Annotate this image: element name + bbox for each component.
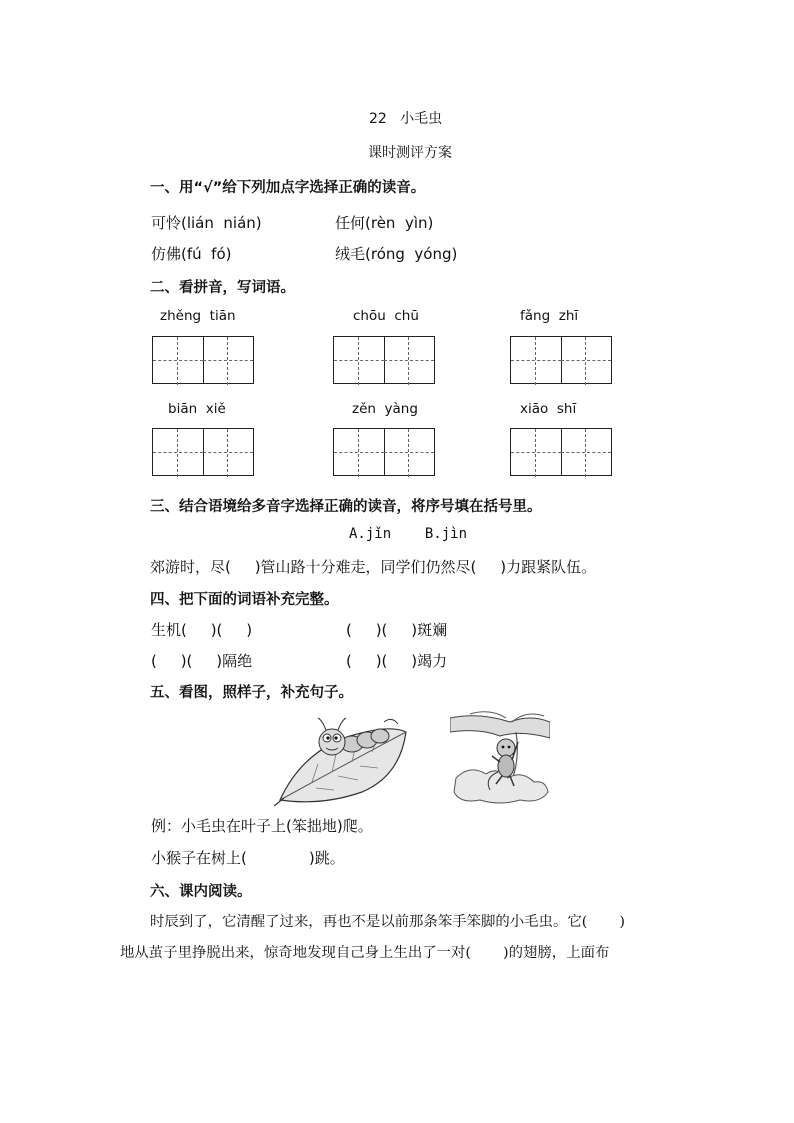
section-1-item: 仿佛(fú fó) bbox=[151, 245, 232, 263]
writing-grid[interactable] bbox=[510, 428, 612, 476]
pinyin-label: xiāo shī bbox=[520, 401, 577, 417]
section-6-heading: 六、课内阅读。 bbox=[150, 884, 252, 900]
section-1-item: 任何(rèn yìn) bbox=[335, 214, 434, 232]
example-sentence: 例：小毛虫在叶子上(笨拙地)爬。 bbox=[151, 817, 373, 835]
section-4-item: ( )( )竭力 bbox=[346, 652, 448, 670]
lesson-title: 22 小毛虫 bbox=[369, 111, 443, 127]
writing-grid[interactable] bbox=[152, 336, 254, 384]
pinyin-label: fǎng zhī bbox=[520, 308, 579, 324]
writing-grid[interactable] bbox=[333, 428, 435, 476]
section-3-heading: 三、结合语境给多音字选择正确的读音，将序号填在括号里。 bbox=[150, 499, 542, 515]
section-1-item: 可怜(lián nián) bbox=[151, 214, 262, 232]
section-2-heading: 二、看拼音，写词语。 bbox=[150, 280, 295, 296]
reading-passage-line: 时辰到了，它清醒了过来，再也不是以前那条笨手笨脚的小毛虫。它( ) bbox=[150, 914, 625, 930]
section-3-sentence: 郊游时，尽( )管山路十分难走，同学们仍然尽( )力跟紧队伍。 bbox=[150, 558, 597, 576]
pinyin-label: zěn yàng bbox=[352, 401, 418, 417]
page-subtitle: 课时测评方案 bbox=[368, 145, 452, 161]
section-4-item: ( )( )隔绝 bbox=[151, 652, 253, 670]
reading-passage-line: 地从茧子里挣脱出来，惊奇地发现自己身上生出了一对( )的翅膀，上面布 bbox=[120, 945, 610, 961]
section-1-item: 绒毛(róng yóng) bbox=[335, 245, 458, 263]
writing-grid[interactable] bbox=[333, 336, 435, 384]
section-1-heading: 一、用“√”给下列加点字选择正确的读音。 bbox=[150, 180, 426, 196]
monkey-tree-illustration bbox=[450, 708, 550, 806]
writing-grid[interactable] bbox=[510, 336, 612, 384]
section-4-item: 生机( )( ) bbox=[151, 621, 253, 639]
fill-in-sentence: 小猴子在树上( )跳。 bbox=[151, 849, 345, 867]
pinyin-label: zhěng tiān bbox=[160, 308, 236, 324]
pronunciation-options: A.jǐn B.jìn bbox=[349, 526, 468, 542]
pinyin-label: biān xiě bbox=[168, 401, 226, 417]
pinyin-label: chōu chū bbox=[353, 308, 419, 324]
writing-grid[interactable] bbox=[152, 428, 254, 476]
section-5-heading: 五、看图，照样子，补充句子。 bbox=[150, 685, 353, 701]
caterpillar-leaf-illustration bbox=[272, 712, 410, 808]
section-4-heading: 四、把下面的词语补充完整。 bbox=[150, 592, 339, 608]
section-4-item: ( )( )斑斓 bbox=[346, 621, 448, 639]
